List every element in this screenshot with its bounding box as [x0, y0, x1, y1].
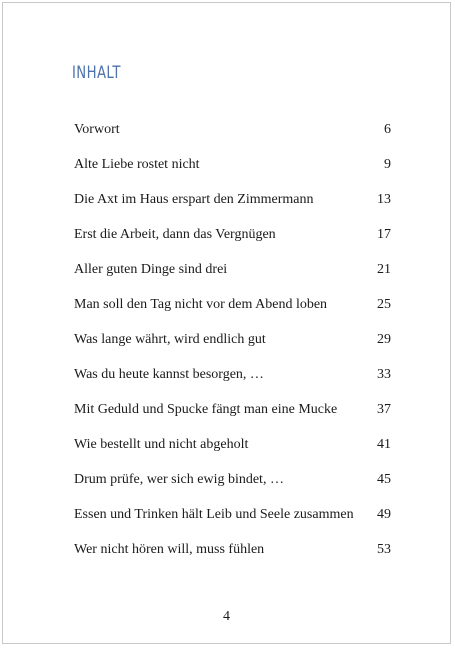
- toc-entry-page: 21: [377, 262, 391, 277]
- toc-entry-page: 9: [384, 157, 391, 172]
- toc-entry: [74, 365, 391, 400]
- toc-entry: [74, 155, 391, 190]
- table-of-contents: [74, 120, 391, 575]
- toc-entry-page: 33: [377, 367, 391, 382]
- toc-entry-title: Was du heute kannst besorgen, …: [74, 367, 264, 382]
- toc-entry-page: 53: [377, 542, 391, 557]
- toc-entry: [74, 260, 391, 295]
- toc-entry: [74, 225, 391, 260]
- toc-entry-page: 25: [377, 297, 391, 312]
- toc-entry: [74, 540, 391, 575]
- toc-entry-title: Aller guten Dinge sind drei: [74, 262, 228, 277]
- toc-entry: [74, 400, 391, 435]
- toc-entry-page: 37: [377, 402, 391, 417]
- toc-entry-title: Essen und Trinken hält Leib und Seele zusammen: [74, 507, 354, 522]
- toc-entry-page: 13: [377, 192, 391, 207]
- toc-heading: INHALT: [72, 63, 121, 83]
- toc-entry-title: Die Axt im Haus erspart den Zimmermann: [74, 192, 314, 207]
- toc-entry: [74, 190, 391, 225]
- toc-entry-page: 29: [377, 332, 391, 347]
- toc-entry: [74, 330, 391, 365]
- toc-entry-title: Mit Geduld und Spucke fängt man eine Mucke: [74, 402, 338, 417]
- toc-entry-title: Drum prüfe, wer sich ewig bindet, …: [74, 472, 284, 487]
- toc-entry: [74, 435, 391, 470]
- toc-entry: [74, 120, 391, 155]
- toc-entry-title: Vorwort: [74, 122, 120, 137]
- toc-entry-page: 45: [377, 472, 391, 487]
- toc-entry-page: 41: [377, 437, 391, 452]
- toc-entry-title: Wer nicht hören will, muss fühlen: [74, 542, 265, 557]
- page-number: 4: [223, 609, 230, 624]
- book-page: [2, 2, 451, 644]
- toc-entry-title: Wie bestellt und nicht abgeholt: [74, 437, 249, 452]
- toc-entry: [74, 470, 391, 505]
- toc-entry-page: 49: [377, 507, 391, 522]
- toc-entry-page: 17: [377, 227, 391, 242]
- toc-entry-page: 6: [384, 122, 391, 137]
- toc-entry-title: Erst die Arbeit, dann das Vergnügen: [74, 227, 276, 242]
- toc-entry-title: Man soll den Tag nicht vor dem Abend loben: [74, 297, 328, 312]
- toc-entry: [74, 295, 391, 330]
- toc-entry-title: Was lange währt, wird endlich gut: [74, 332, 266, 347]
- toc-entry-title: Alte Liebe rostet nicht: [74, 157, 200, 172]
- toc-entry: [74, 505, 391, 540]
